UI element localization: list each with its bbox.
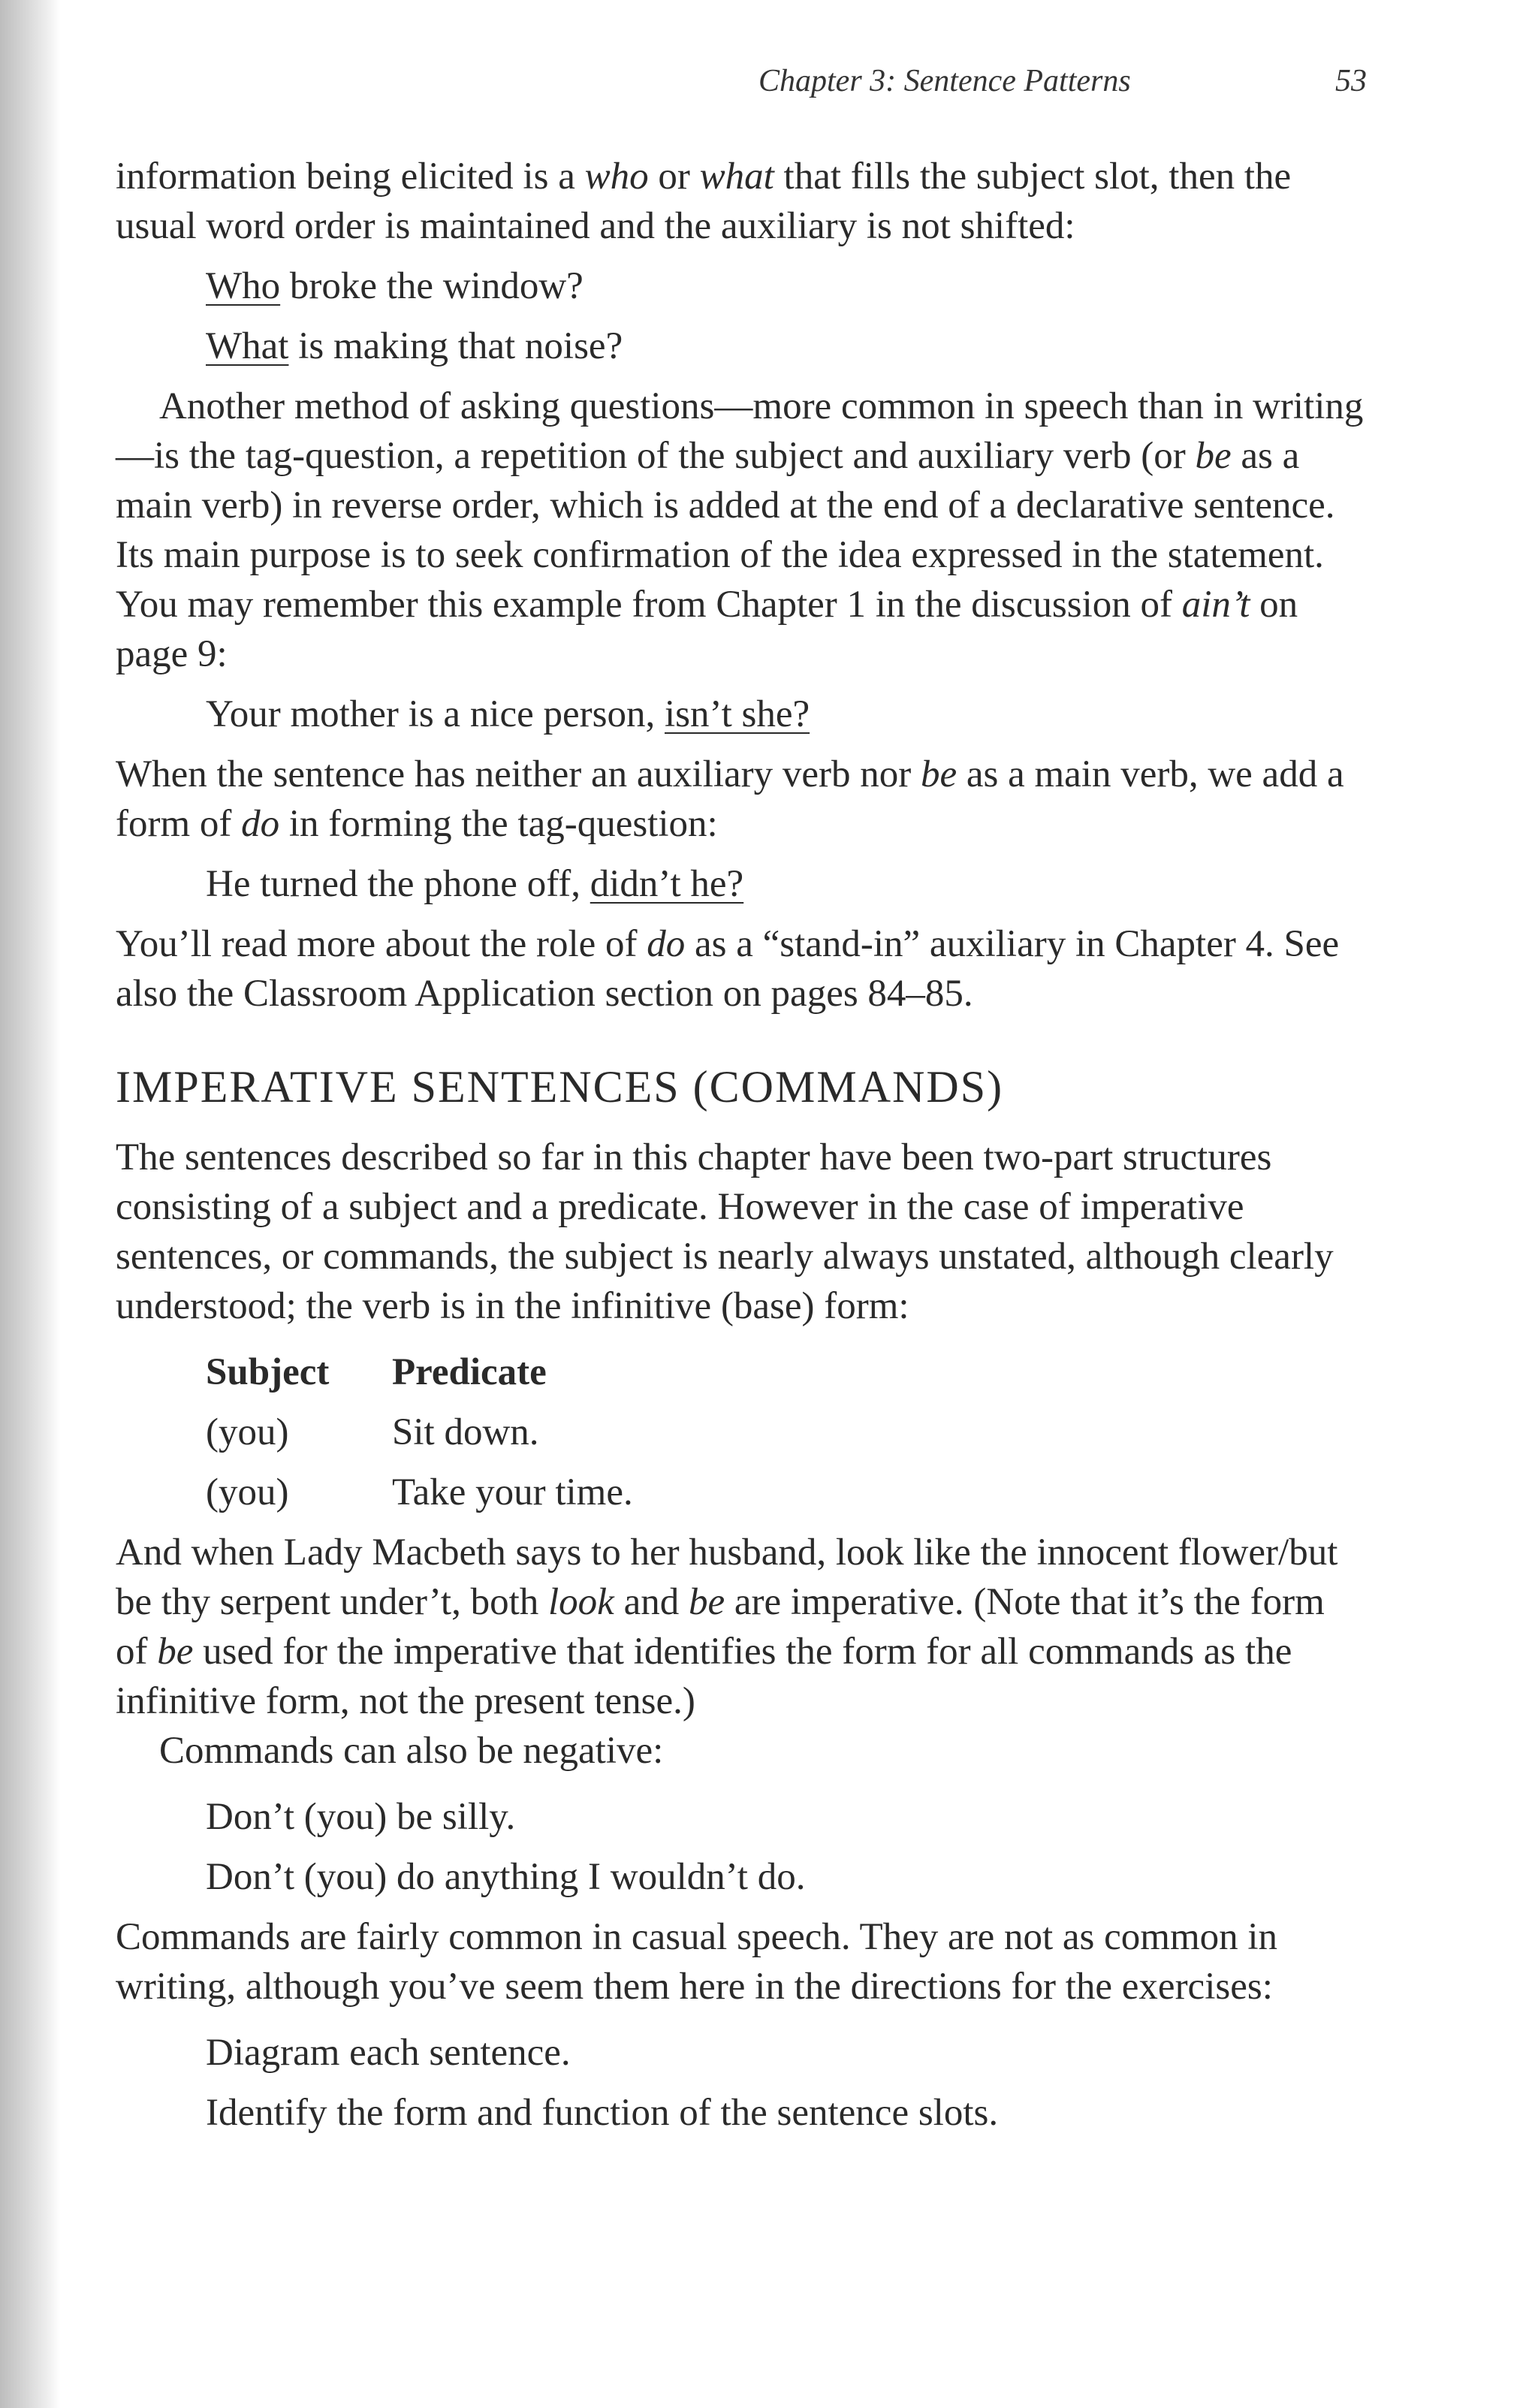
- paragraph-negative: Commands can also be negative:: [159, 1730, 664, 1772]
- paragraph-wh-subject: information being elicited is a who or what that fills the subject slot, then the usual word order is maintained and the auxiliary is not shifted:: [116, 155, 1292, 247]
- example-line: Who broke the window?: [206, 265, 584, 307]
- paragraph-stand-in: You’ll read more about the role of do as a “stand-in” auxiliary in Chapter 4. See also the Classroom Application section on pages 84–85.: [116, 923, 1340, 1015]
- paragraph-casual-speech: Commands are fairly common in casual speech. They are not as common in writing, although you’ve seem them here in the directions for the exercises:: [116, 1916, 1278, 2008]
- table-row: (you) Sit down.: [206, 1411, 539, 1453]
- page-number: 53: [1335, 64, 1367, 98]
- page-gutter-shadow: [0, 0, 60, 2408]
- example-block-directions: [116, 2028, 1365, 2148]
- example-line: Identify the form and function of the sentence slots.: [206, 2092, 999, 2134]
- example-line: Don’t (you) do anything I wouldn’t do.: [206, 1856, 806, 1898]
- body-text: [116, 152, 1365, 2148]
- example-line: Diagram each sentence.: [206, 2032, 571, 2074]
- section-heading: IMPERATIVE SENTENCES (COMMANDS): [116, 1062, 1004, 1112]
- column-header-subject: Subject: [206, 1351, 330, 1393]
- example-line: Don’t (you) be silly.: [206, 1796, 516, 1838]
- paragraph-do-tag: When the sentence has neither an auxiliary verb nor be as a main verb, we add a form of do in forming the tag-question:: [116, 753, 1344, 845]
- column-header-predicate: Predicate: [392, 1351, 547, 1393]
- chapter-title: Chapter 3: Sentence Patterns: [758, 64, 1131, 98]
- subject-predicate-table: [116, 1347, 1365, 1528]
- example-block-wh: [116, 261, 1365, 382]
- example-line: Your mother is a nice person, isn’t she?: [206, 693, 810, 735]
- term-be: be: [1195, 435, 1232, 477]
- table-row: (you) Take your time.: [206, 1471, 633, 1513]
- example-line: What is making that noise?: [206, 325, 623, 367]
- table-header-row: [206, 1347, 1365, 1408]
- example-block-negative: [116, 1792, 1365, 1912]
- term-aint: ain’t: [1181, 584, 1250, 626]
- paragraph-tag-question: Another method of asking questions—more common in speech than in writing—is the tag-question, a repetition of the subject and auxiliary verb (or be as a main verb) in reverse order, which is added at the end of a declarative sentence. Its main purpose is to seek confirmation of the idea expressed in the statement. You may remember this example from Chapter 1 in the discussion of ain’t on page 9:: [116, 385, 1364, 675]
- example-block-tag: [116, 690, 1365, 750]
- example-line: He turned the phone off, didn’t he?: [206, 863, 744, 905]
- term-who: who: [584, 155, 649, 198]
- paragraph-imperative-intro: The sentences described so far in this chapter have been two-part structures consisting of a subject and a predicate. However in the case of imperative sentences, or commands, the subject is nearly always unstated, although clearly understood; the verb is in the infinitive (base) form:: [116, 1136, 1334, 1327]
- example-block-do: [116, 859, 1365, 919]
- term-what: what: [699, 155, 774, 198]
- paragraph-macbeth: And when Lady Macbeth says to her husband, look like the innocent flower/but be thy serpent under’t, both look and be are imperative. (Note that it’s the form of be used for the imperative that identifies the form for all commands as the infinitive form, not the present tense.): [116, 1531, 1338, 1722]
